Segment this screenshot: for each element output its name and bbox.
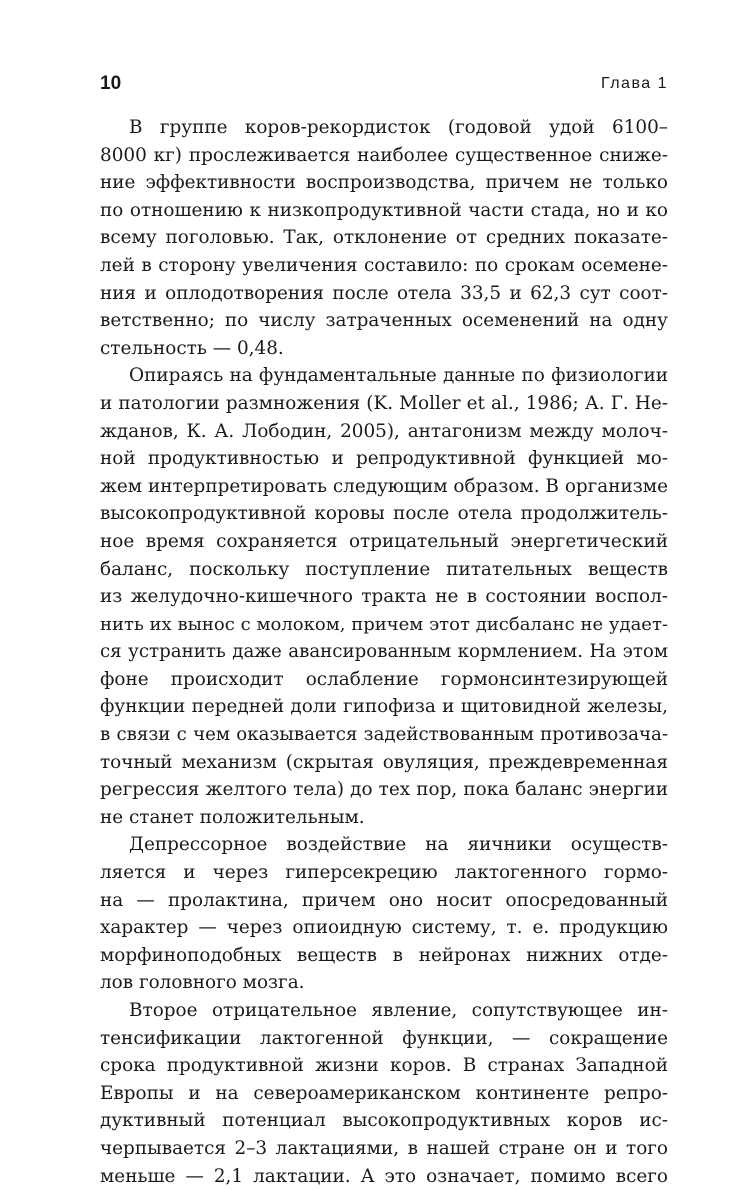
- text-line: высокопродуктивной коровы после отела продолжитель-: [100, 503, 668, 525]
- chapter-title: Глава 1: [600, 75, 668, 92]
- paragraph: [100, 831, 668, 997]
- text-line: 8000 кг) прослеживается наиболее существенное сниже-: [100, 144, 668, 166]
- text-line: функции передней доли гипофиза и щитовидной железы,: [100, 696, 668, 718]
- text-line: в связи с чем оказывается задействованным противозача-: [100, 724, 668, 746]
- text-line: баланс, поскольку поступление питательных веществ: [100, 558, 668, 580]
- text-line: ния и оплодотворения после отела 33,5 и 62,3 сут соот-: [100, 282, 668, 304]
- text-line: жданов, К. А. Лободин, 2005), антагонизм между молоч-: [100, 420, 668, 442]
- text-line: Депрессорное воздействие на яичники осуществ-: [129, 834, 668, 856]
- text-line: на — пролактина, причем оно носит опосредованный: [100, 889, 668, 911]
- text-line: ние эффективности воспроизводства, причем не только: [100, 172, 668, 194]
- text-line: и патологии размножения (K. Moller et al., 1986; А. Г. Не-: [100, 392, 668, 414]
- text-line: из желудочно-кишечного тракта не в состоянии воспол-: [100, 586, 668, 608]
- text-line: регрессия желтого тела) до тех пор, пока баланс энергии: [100, 779, 668, 801]
- text-line: лов головного мозга.: [100, 972, 305, 994]
- text-line: стельность — 0,48.: [100, 337, 284, 359]
- text-line: фоне происходит ослабление гормонсинтезирующей: [100, 668, 668, 690]
- text-line: дуктивный потенциал высокопродуктивных коров ис-: [100, 1110, 668, 1132]
- text-line: точный механизм (скрытая овуляция, преждевременная: [100, 751, 668, 773]
- text-line: меньше — 2,1 лактации. А это означает, помимо всего: [100, 1165, 668, 1187]
- text-line: ляется и через гиперсекрецию лактогенного гормо-: [100, 862, 668, 884]
- paragraph: [100, 362, 668, 831]
- page-number: 10: [100, 73, 122, 94]
- running-header: [100, 72, 668, 98]
- text-line: срока продуктивной жизни коров. В странах Западной: [100, 1055, 668, 1077]
- text-line: Опираясь на фундаментальные данные по физиологии: [129, 365, 668, 387]
- text-line: по отношению к низкопродуктивной части стада, но и ко: [100, 199, 668, 221]
- text-line: характер — через опиоидную систему, т. е. продукцию: [100, 917, 668, 939]
- text-line: жем интерпретировать следующим образом. В организме: [100, 475, 668, 497]
- text-line: лей в сторону увеличения составило: по срокам осемене-: [100, 254, 668, 276]
- text-line: морфиноподобных веществ в нейронах нижних отде-: [100, 944, 668, 966]
- text-line: нить их вынос с молоком, причем этот дисбаланс не удает-: [100, 613, 668, 635]
- text-line: всему поголовью. Так, отклонение от средних показате-: [100, 227, 668, 249]
- body-text: [100, 114, 668, 1190]
- text-line: ной продуктивностью и репродуктивной функцией мо-: [100, 448, 668, 470]
- text-line: ное время сохраняется отрицательный энергетический: [100, 530, 668, 552]
- text-line: Европы и на североамериканском континенте репро-: [100, 1082, 668, 1104]
- text-line: тенсификации лактогенной функции, — сокращение: [100, 1027, 668, 1049]
- text-line: не станет положительным.: [100, 806, 365, 828]
- text-line: черпывается 2–3 лактациями, в нашей стране он и того: [100, 1137, 668, 1159]
- text-line: ветственно; по числу затраченных осеменений на одну: [100, 310, 668, 332]
- paragraph: [100, 114, 668, 362]
- paragraph: [100, 997, 668, 1190]
- text-line: ся устранить даже авансированным кормлением. На этом: [100, 641, 668, 663]
- text-line: В группе коров-рекордисток (годовой удой 6100–: [129, 117, 668, 138]
- text-line: Второе отрицательное явление, сопутствующее ин-: [129, 1000, 668, 1021]
